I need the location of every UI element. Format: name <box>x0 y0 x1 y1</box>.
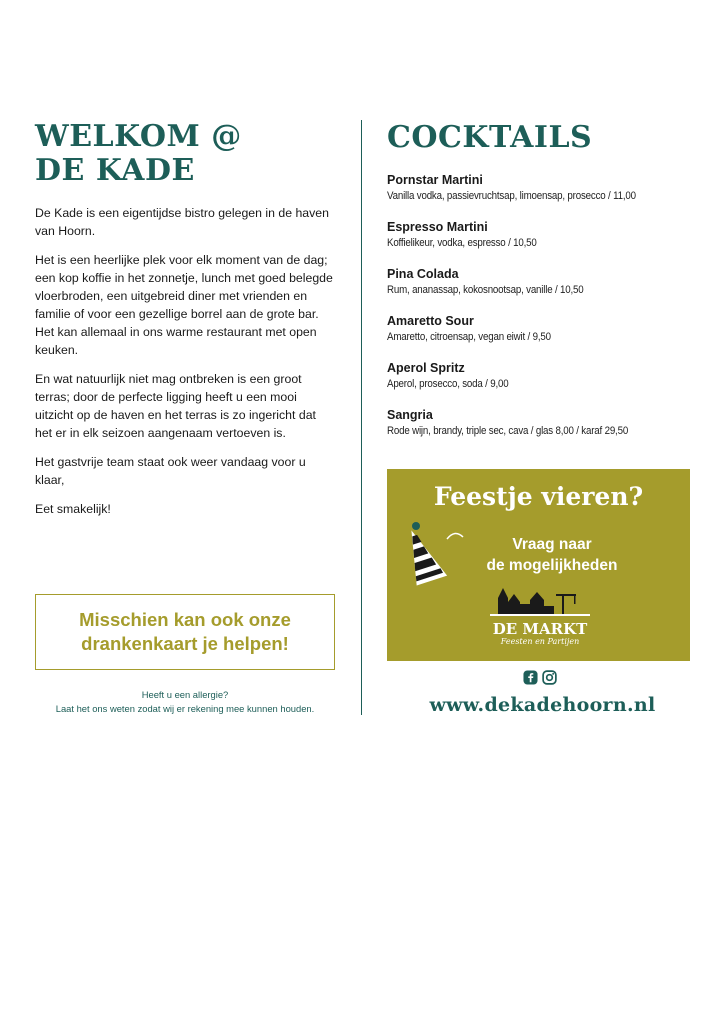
cocktail-item <box>387 313 692 345</box>
cocktail-item <box>387 360 692 392</box>
allergy-line1: Heeft u een allergie? <box>141 689 229 700</box>
cocktail-description: Rode wijn, brandy, triple sec, cava / glas 8,00 / karaf 29,50 <box>387 425 629 437</box>
skyline-icon <box>490 584 590 616</box>
welcome-title <box>35 120 335 188</box>
cocktail-description: Koffielikeur, vodka, espresso / 10,50 <box>387 237 537 249</box>
welcome-paragraph: Het gastvrije team staat ook weer vandaag voor u klaar, <box>35 455 306 487</box>
cocktail-name: Amaretto Sour <box>387 314 474 328</box>
logo-subtitle: Feesten en Partijen <box>500 637 580 646</box>
callout-text: Misschien kan ook onze drankenkaart je helpen! <box>79 609 291 654</box>
logo-text: DE MARKT <box>492 620 588 638</box>
cocktail-description: Amaretto, citroensap, vegan eiwit / 9,50 <box>387 331 551 343</box>
welcome-paragraph: De Kade is een eigentijdse bistro gelegen in de haven van Hoorn. <box>35 206 329 238</box>
cocktail-name: Espresso Martini <box>387 220 488 234</box>
website-link[interactable]: www.dekadehoorn.nl <box>429 694 656 716</box>
banner-sub-line2: de mogelijkheden <box>486 557 618 574</box>
facebook-icon[interactable] <box>523 670 538 685</box>
cocktails-section <box>387 120 692 454</box>
banner-sub-line1: Vraag naar <box>512 536 592 553</box>
welcome-paragraph: Het is een heerlijke plek voor elk moment van de dag; een kop koffie in het zonnetje, lunch met goed belegde vloerbroden, een uitgebreid diner met vrienden en familie of voor een gezellige borrel aan de grote bar. Het kan allemaal in ons warme restaurant met open keuken. <box>35 253 333 357</box>
cocktail-description: Rum, ananassap, kokosnootsap, vanille / 10,50 <box>387 284 584 296</box>
welcome-title-line2: DE KADE <box>35 153 195 188</box>
cocktail-item <box>387 266 692 298</box>
cocktail-description: Vanilla vodka, passievruchtsap, limoensap, prosecco / 11,00 <box>387 190 636 202</box>
drinks-menu-callout <box>35 594 335 670</box>
cocktail-name: Sangria <box>387 408 433 422</box>
cocktail-item <box>387 407 692 439</box>
cocktail-item <box>387 219 692 251</box>
cocktail-name: Pornstar Martini <box>387 173 483 187</box>
welcome-section <box>35 120 335 529</box>
allergy-notice <box>35 688 335 716</box>
social-links <box>523 670 557 685</box>
welcome-paragraph: Eet smakelijk! <box>35 502 111 516</box>
welcome-title-line1: WELKOM @ <box>35 119 242 154</box>
cocktail-name: Aperol Spritz <box>387 361 465 375</box>
de-markt-logo <box>490 584 590 647</box>
column-divider <box>361 120 362 715</box>
banner-heading: Feestje vieren? <box>433 482 644 511</box>
welcome-paragraph: En wat natuurlijk niet mag ontbreken is een groot terras; door de perfecte ligging heeft u een mooi uitzicht op de haven en het terras is zo ingericht dat het er in elk seizoen aangenaam vertoeven is. <box>35 372 316 440</box>
party-banner <box>387 469 690 661</box>
allergy-line2: Laat het ons weten zodat wij er rekening mee kunnen houden. <box>55 703 315 714</box>
banner-subtext <box>457 534 647 576</box>
cocktail-item <box>387 172 692 204</box>
cocktail-name: Pina Colada <box>387 267 459 281</box>
instagram-icon[interactable] <box>542 670 557 685</box>
cocktails-title: COCKTAILS <box>387 120 593 155</box>
cocktail-description: Aperol, prosecco, soda / 9,00 <box>387 378 509 390</box>
